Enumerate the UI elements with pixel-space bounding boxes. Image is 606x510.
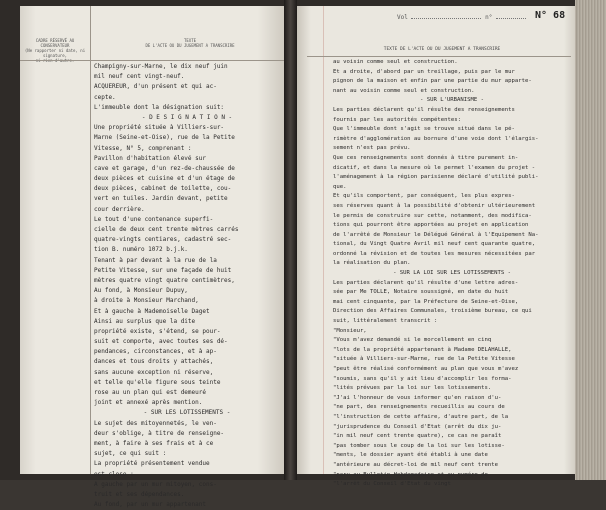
text-line: L'immeuble dont la désignation suit: bbox=[94, 103, 225, 111]
text-line: vert en tuiles. Jardin devant, petite bbox=[94, 195, 228, 203]
text-line: Petite Vitesse, sur une façade de huit bbox=[94, 266, 232, 274]
text-line: "Monsieur, bbox=[333, 327, 367, 334]
book-gutter bbox=[284, 0, 297, 480]
right-page-text bbox=[333, 58, 571, 490]
text-line: dances et tous droits y attachés, bbox=[94, 358, 214, 366]
text-line: ment, à faire à ses frais et à ce bbox=[94, 439, 214, 447]
text-line: "soumis, sans qu'il y ait lieu d'accomplir les forma- bbox=[333, 375, 512, 382]
text-line: mil neuf cent vingt-neuf. bbox=[94, 73, 185, 81]
text-line: à droite à Monsieur Marchand, bbox=[94, 297, 199, 305]
text-line: propriété existe, s'étend, se pour- bbox=[94, 327, 221, 335]
text-line: sée par Me TOLLE, Notaire soussigné, en date du huit bbox=[333, 289, 509, 296]
page-stack-edges bbox=[575, 0, 606, 480]
text-line: cave et garage, d'un rez-de-chaussée de bbox=[94, 164, 235, 172]
text-line: et telle qu'elle figure sous teinte bbox=[94, 378, 221, 386]
text-line: "l'arrêt du Conseil d'Etat du vingt bbox=[333, 481, 451, 488]
text-line: cour derrière. bbox=[94, 205, 145, 213]
text-line: Que ces renseignements sont donnés à titre purement in- bbox=[333, 154, 519, 161]
text-line: Les parties déclarent qu'il résulte des renseignements bbox=[333, 106, 515, 113]
text-line: deur s'oblige, à titre de renseigne- bbox=[94, 429, 225, 437]
text-line: Tenant à par devant à la rue de la bbox=[94, 256, 217, 264]
text-line: Marne (Seine-et-Oise), rue de la Petite bbox=[94, 134, 235, 142]
text-line: - SUR LES LOTISSEMENTS - bbox=[143, 409, 231, 417]
left-page-text bbox=[94, 62, 280, 510]
volume-label: Vol bbox=[397, 14, 408, 21]
text-line: deux pièces, cabinet de toilette, cou- bbox=[94, 185, 232, 193]
text-line: rimètre d'agglomération au bornure d'une voie dont l'élargis- bbox=[333, 135, 539, 142]
text-line: deux pièces et cuisine et d'un étage de bbox=[94, 175, 235, 183]
text-line: ses réserves quant à la possibilité d'obtenir ultérieurement bbox=[333, 202, 536, 209]
text-line: ACQUEREUR, d'un présent et qui ac- bbox=[94, 83, 217, 91]
text-line: mètres quatre vingt quatre centimètres, bbox=[94, 276, 235, 284]
volume-header bbox=[397, 14, 526, 21]
text-line: Et a droite, d'abord par un treillage, puis par le mur bbox=[333, 68, 515, 75]
text-line: dicatif, et dans la mesure où le permet l'examen du projet - bbox=[333, 164, 536, 171]
text-line: pignon de la maison et enfin par une partie du mur apparte- bbox=[333, 78, 532, 85]
text-line: Les parties déclarent qu'il résulte d'une lettre adres- bbox=[333, 279, 519, 286]
text-line: "antérieure au décret-loi de mil neuf cent trente bbox=[333, 461, 499, 468]
text-line: "paru au Bulletin Hebdomadaire et au numéro de bbox=[333, 471, 488, 478]
text-line: nant au voisin comme seul et construction. bbox=[333, 87, 475, 94]
text-line: Le sujet des mitoyennetés, le ven- bbox=[94, 419, 217, 427]
text-line: - SUR L'URBANISME - bbox=[420, 97, 484, 104]
margin-header-line: CADRE RÉSERVÉ AU CONSERVATEUR bbox=[35, 38, 75, 48]
text-line: pendances, circonstances, et à ap- bbox=[94, 348, 217, 356]
text-line: "ne part, des renseignements recueillis au cours de bbox=[333, 404, 505, 411]
text-header-line: TEXTE bbox=[183, 38, 197, 43]
conservator-margin-column bbox=[20, 6, 91, 474]
text-line: "lots de la propriété appartenant à Madame DELAHALLE, bbox=[333, 346, 512, 353]
text-line: sement n'est pas prévu. bbox=[333, 145, 411, 152]
left-page bbox=[20, 6, 284, 509]
text-line: Champigny-sur-Marne, le dix neuf juin bbox=[94, 63, 228, 70]
text-line: cepte. bbox=[94, 93, 116, 101]
text-line: suit et comporte, avec toutes ses dé- bbox=[94, 338, 228, 346]
text-line: "l'instruction de cette affaire, d'autre part, de la bbox=[333, 413, 509, 420]
text-line: fournis par les autorités compétentes: bbox=[333, 116, 461, 123]
text-line: de l'arrêté de Monsieur le Délégué Général à l'Equipement Na- bbox=[333, 231, 539, 238]
text-line: tional, du Vingt Quatre Avril mil neuf cent quarante quatre, bbox=[333, 241, 536, 248]
margin-line bbox=[323, 6, 324, 474]
text-line: la réalisation du plan. bbox=[333, 260, 411, 267]
text-line: Et qu'ils comportent, par conséquent, les plus expres- bbox=[333, 193, 515, 200]
text-line: - D E S I G N A T I O N - bbox=[141, 113, 233, 121]
right-page bbox=[297, 6, 575, 488]
text-line: Pavillon d'habitation élevé sur bbox=[94, 154, 206, 162]
text-line: mai cent cinquante, par la Préfecture de Seine-et-Oise, bbox=[333, 298, 519, 305]
header-rule bbox=[307, 56, 571, 57]
text-line: "située à Villiers-sur-Marne, rue de la Petite Vitesse bbox=[333, 356, 515, 363]
text-line: Le tout d'une contenance superfi- bbox=[94, 215, 214, 223]
text-line: "pas tomber sous le coup de la loi sur les lotisse- bbox=[333, 442, 505, 449]
text-line: "Vous m'avez demandé si le morcellement en cinq bbox=[333, 337, 492, 344]
right-page-title: TEXTE DE L'ACTE OU DU JUGEMENT A TRANSCRIRE bbox=[383, 47, 501, 52]
text-line: cielle de deux cent trente mètres carrés bbox=[94, 226, 239, 233]
text-line: le permis de construire sur cette, notamment, des modifica- bbox=[333, 212, 532, 219]
text-line: Une propriété située à Villiers-sur- bbox=[94, 124, 225, 132]
text-line: suit, littéralement transcrit : bbox=[333, 318, 438, 325]
text-line: Vitesse, N° 5, comprenant : bbox=[94, 144, 192, 152]
text-header bbox=[130, 38, 250, 48]
text-line: - SUR LA LOI SUR LES LOTISSEMENTS - bbox=[393, 270, 511, 277]
text-line: truit et ses dépendances. bbox=[94, 490, 185, 498]
text-line: Ainsi au surplus que la dite bbox=[94, 317, 196, 325]
text-line: que. bbox=[333, 183, 347, 190]
text-line: l'aménagement à la région parisienne déclaré d'utilité publi- bbox=[333, 174, 539, 181]
text-line: ordonné la révision et de toutes les mesures nécessitées par bbox=[333, 250, 536, 257]
text-line: tions qui pourront être apportées au projet en application bbox=[333, 222, 529, 229]
number-label: n° bbox=[485, 14, 493, 21]
text-line: quatre-vingts centiares, cadastré sec- bbox=[94, 236, 232, 244]
text-line: "lités prévues par la loi sur les lotissements. bbox=[333, 385, 492, 392]
margin-header-line: ni rien d'autre. bbox=[35, 58, 75, 63]
margin-header-line: (Ne rapporter ni date, ni signature, bbox=[24, 48, 86, 58]
text-line: "in mil neuf cent trente quatre), ce cas ne paraît bbox=[333, 433, 502, 440]
text-line: Direction des Affaires Communales, troisième bureau, ce qui bbox=[333, 308, 532, 315]
text-line: est close : bbox=[94, 470, 134, 478]
text-line: tion B. numéro 1072 b.j.k. bbox=[94, 246, 188, 254]
text-line: Que l'immeuble dont s'agit se trouve situé dans le pé- bbox=[333, 126, 515, 133]
text-line: rose au un plan qui est demeuré bbox=[94, 389, 206, 396]
text-line: "jurisprudence du Conseil d'Etat (arrêt du dix ju- bbox=[333, 423, 502, 430]
page-number: N° 68 bbox=[535, 10, 566, 21]
text-line: "ments, le dossier ayant été établi à une date bbox=[333, 452, 488, 459]
text-line: au voisin comme seul et construction. bbox=[333, 59, 458, 65]
text-line: La propriété présentement vendue bbox=[94, 460, 210, 468]
text-line: A gauche par un mur mitoyen, cons- bbox=[94, 480, 217, 488]
text-line: sans aucune exception ni réserve, bbox=[94, 368, 214, 376]
text-line: Au fond, à Monsieur Dupuy, bbox=[94, 287, 188, 295]
header-rule bbox=[20, 60, 284, 61]
text-line: Et à gauche à Mademoiselle Daget bbox=[94, 307, 210, 315]
text-line: "peut être réalisé conformément au plan que vous m'avez bbox=[333, 366, 519, 372]
text-header-line: DE L'ACTE OU DU JUGEMENT A TRANSCRIRE bbox=[145, 43, 235, 48]
text-line: Au fond, par un mur appartenant bbox=[94, 501, 206, 509]
text-line: sujet, ce qui suit : bbox=[94, 450, 167, 458]
text-line: "J'ai l'honneur de vous informer qu'en raison d'u- bbox=[333, 394, 502, 401]
text-line: joint et annexé après mention. bbox=[94, 399, 203, 407]
